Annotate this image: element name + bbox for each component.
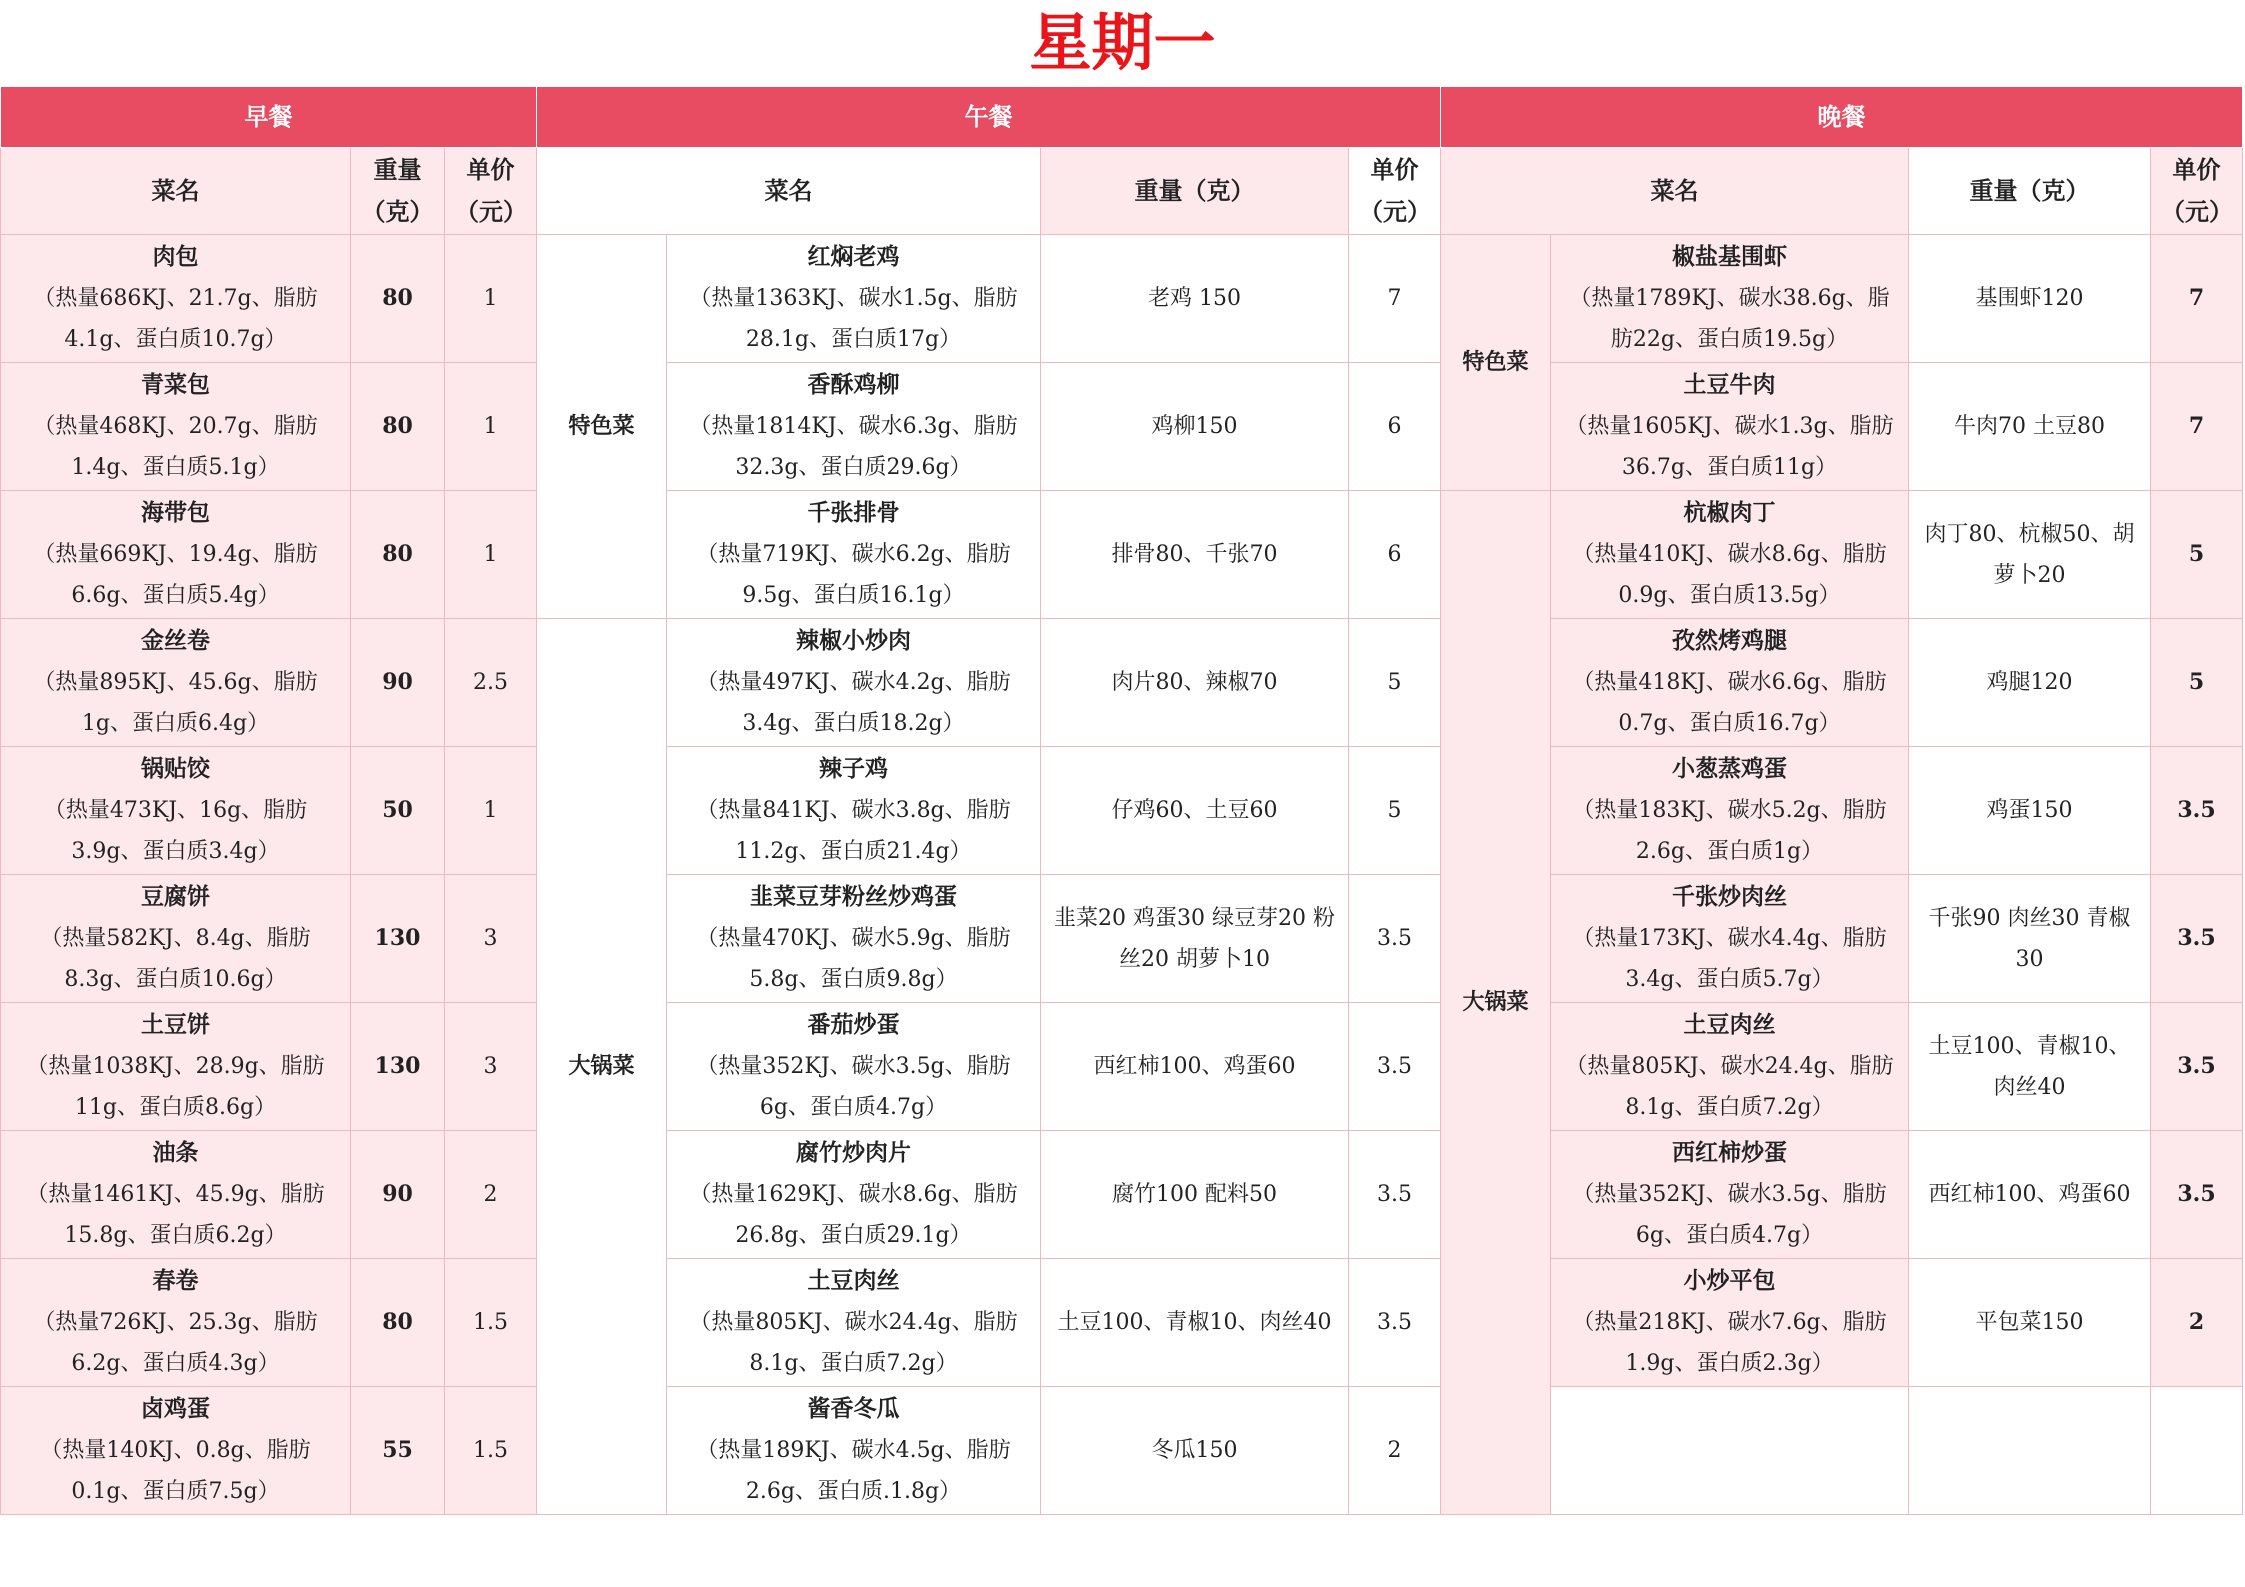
dish-cell — [1, 747, 351, 875]
dish-nutrition: （热量1038KJ、28.9g、脂肪11g、蛋白质8.6g） — [26, 1054, 325, 1120]
dish-cell — [1, 1387, 351, 1515]
dish-price: 1.5 — [445, 1259, 537, 1387]
dish-nutrition: （热量895KJ、45.6g、脂肪1g、蛋白质6.4g） — [33, 670, 318, 736]
dish-name: 土豆肉丝 — [807, 1268, 900, 1294]
menu-row — [1, 1131, 2243, 1259]
dish-nutrition: （热量719KJ、碳水6.2g、脂肪9.5g、蛋白质16.1g） — [696, 542, 1011, 608]
dish-weight: 肉片80、辣椒70 — [1041, 619, 1349, 747]
dish-weight: 西红柿100、鸡蛋60 — [1041, 1003, 1349, 1131]
dish-weight: 80 — [351, 235, 445, 363]
dish-nutrition: （热量473KJ、16g、脂肪3.9g、蛋白质3.4g） — [43, 798, 308, 864]
dish-cell — [1, 1003, 351, 1131]
dish-name: 香酥鸡柳 — [807, 372, 900, 398]
dish-price: 3.5 — [1349, 1131, 1441, 1259]
dish-weight: 鸡腿120 — [1909, 619, 2151, 747]
dish-cell — [1551, 1003, 1909, 1131]
dish-cell — [667, 491, 1041, 619]
dish-weight: 130 — [351, 1003, 445, 1131]
dish-nutrition: （热量352KJ、碳水3.5g、脂肪6g、蛋白质4.7g） — [1572, 1182, 1887, 1248]
lunch-category-special: 特色菜 — [537, 235, 667, 619]
dish-name: 土豆饼 — [141, 1012, 210, 1038]
header-dinner-weight: 重量（克） — [1909, 148, 2151, 235]
dish-weight: 130 — [351, 875, 445, 1003]
dish-cell — [1551, 491, 1909, 619]
dish-price: 3.5 — [1349, 1259, 1441, 1387]
menu-row — [1, 1387, 2243, 1515]
dish-cell — [1, 235, 351, 363]
dish-name: 韭菜豆芽粉丝炒鸡蛋 — [750, 884, 957, 910]
dish-nutrition: （热量189KJ、碳水4.5g、脂肪2.6g、蛋白质.1.8g） — [696, 1438, 1011, 1504]
dish-name: 海带包 — [141, 500, 210, 526]
dish-price: 5 — [1349, 619, 1441, 747]
dish-nutrition: （热量582KJ、8.4g、脂肪8.3g、蛋白质10.6g） — [40, 926, 311, 992]
menu-table — [0, 86, 2243, 1515]
dish-weight: 腐竹100 配料50 — [1041, 1131, 1349, 1259]
dish-name: 红焖老鸡 — [807, 244, 900, 270]
dish-nutrition: （热量1605KJ、碳水1.3g、脂肪36.7g、蛋白质11g） — [1565, 414, 1894, 480]
header-lunch-price: 单价 （元） — [1349, 148, 1441, 235]
dish-nutrition: （热量140KJ、0.8g、脂肪0.1g、蛋白质7.5g） — [40, 1438, 311, 1504]
page-title: 星期一 — [1029, 6, 1216, 79]
dish-price: 5 — [2151, 491, 2243, 619]
dish-cell — [667, 1003, 1041, 1131]
dish-nutrition: （热量686KJ、21.7g、脂肪4.1g、蛋白质10.7g） — [33, 286, 318, 352]
dish-name: 酱香冬瓜 — [807, 1396, 900, 1422]
dish-nutrition: （热量183KJ、碳水5.2g、脂肪2.6g、蛋白质1g） — [1572, 798, 1887, 864]
dish-cell — [1551, 1131, 1909, 1259]
dish-cell — [667, 235, 1041, 363]
dish-price: 2 — [2151, 1259, 2243, 1387]
dish-price: 1 — [445, 363, 537, 491]
dish-name: 椒盐基围虾 — [1672, 244, 1787, 270]
dish-name: 杭椒肉丁 — [1683, 500, 1776, 526]
header-breakfast-name: 菜名 — [1, 148, 351, 235]
dish-weight: 平包菜150 — [1909, 1259, 2151, 1387]
header-breakfast-price: 单价 （元） — [445, 148, 537, 235]
menu-row — [1, 363, 2243, 491]
dish-price: 3.5 — [2151, 747, 2243, 875]
empty-cell — [2151, 1387, 2243, 1515]
dish-name: 豆腐饼 — [141, 884, 210, 910]
dish-name: 油条 — [152, 1140, 199, 1166]
dish-name: 土豆牛肉 — [1683, 372, 1776, 398]
dish-nutrition: （热量1629KJ、碳水8.6g、脂肪26.8g、蛋白质29.1g） — [689, 1182, 1018, 1248]
dish-nutrition: （热量497KJ、碳水4.2g、脂肪3.4g、蛋白质18.2g） — [696, 670, 1011, 736]
dish-name: 锅贴饺 — [141, 756, 210, 782]
dish-cell — [1, 875, 351, 1003]
dish-cell — [1, 1131, 351, 1259]
dish-cell — [667, 1387, 1041, 1515]
dish-price: 3.5 — [1349, 1003, 1441, 1131]
dish-price: 5 — [1349, 747, 1441, 875]
dish-name: 辣子鸡 — [819, 756, 888, 782]
meal-breakfast: 早餐 — [1, 87, 537, 148]
dish-weight: 千张90 肉丝30 青椒30 — [1909, 875, 2151, 1003]
dish-price: 6 — [1349, 491, 1441, 619]
header-dinner-price: 单价 （元） — [2151, 148, 2243, 235]
dish-weight: 80 — [351, 363, 445, 491]
dish-cell — [1, 491, 351, 619]
dish-name: 腐竹炒肉片 — [796, 1140, 911, 1166]
dish-name: 小炒平包 — [1683, 1268, 1776, 1294]
dish-weight: 鸡柳150 — [1041, 363, 1349, 491]
dish-weight: 西红柿100、鸡蛋60 — [1909, 1131, 2151, 1259]
dish-nutrition: （热量410KJ、碳水8.6g、脂肪0.9g、蛋白质13.5g） — [1572, 542, 1887, 608]
dish-price: 7 — [2151, 363, 2243, 491]
dish-cell — [667, 875, 1041, 1003]
dish-name: 辣椒小炒肉 — [796, 628, 911, 654]
dish-price: 3 — [445, 875, 537, 1003]
dish-cell — [667, 747, 1041, 875]
dish-cell — [1551, 363, 1909, 491]
dish-price: 3.5 — [2151, 1003, 2243, 1131]
menu-row — [1, 235, 2243, 363]
dish-weight: 土豆100、青椒10、肉丝40 — [1041, 1259, 1349, 1387]
empty-cell — [1909, 1387, 2151, 1515]
dish-nutrition: （热量468KJ、20.7g、脂肪1.4g、蛋白质5.1g） — [33, 414, 318, 480]
dish-weight: 80 — [351, 491, 445, 619]
dish-nutrition: （热量726KJ、25.3g、脂肪6.2g、蛋白质4.3g） — [33, 1310, 318, 1376]
dish-price: 7 — [1349, 235, 1441, 363]
dish-nutrition: （热量173KJ、碳水4.4g、脂肪3.4g、蛋白质5.7g） — [1572, 926, 1887, 992]
dish-weight: 90 — [351, 619, 445, 747]
dish-name: 番茄炒蛋 — [807, 1012, 900, 1038]
dish-nutrition: （热量1461KJ、45.9g、脂肪15.8g、蛋白质6.2g） — [26, 1182, 325, 1248]
dish-weight: 90 — [351, 1131, 445, 1259]
lunch-category-bigpot: 大锅菜 — [537, 619, 667, 1515]
dish-cell — [667, 1131, 1041, 1259]
dish-price: 2 — [445, 1131, 537, 1259]
menu-row — [1, 1259, 2243, 1387]
dish-nutrition: （热量218KJ、碳水7.6g、脂肪1.9g、蛋白质2.3g） — [1572, 1310, 1887, 1376]
header-breakfast-weight: 重量 （克） — [351, 148, 445, 235]
dish-weight: 80 — [351, 1259, 445, 1387]
menu-row — [1, 747, 2243, 875]
dinner-category-bigpot: 大锅菜 — [1441, 491, 1551, 1515]
dish-cell — [667, 1259, 1041, 1387]
dish-price: 6 — [1349, 363, 1441, 491]
dish-weight: 老鸡 150 — [1041, 235, 1349, 363]
dish-price: 1.5 — [445, 1387, 537, 1515]
menu-row — [1, 1003, 2243, 1131]
dish-price: 1 — [445, 491, 537, 619]
dish-name: 卤鸡蛋 — [141, 1396, 210, 1422]
dish-price: 3.5 — [2151, 875, 2243, 1003]
dish-name: 千张炒肉丝 — [1672, 884, 1787, 910]
header-lunch-weight: 重量（克） — [1041, 148, 1349, 235]
menu-row — [1, 491, 2243, 619]
dish-name: 青菜包 — [141, 372, 210, 398]
dish-name: 孜然烤鸡腿 — [1672, 628, 1787, 654]
dish-weight: 土豆100、青椒10、肉丝40 — [1909, 1003, 2151, 1131]
dish-weight: 牛肉70 土豆80 — [1909, 363, 2151, 491]
menu-row — [1, 875, 2243, 1003]
dish-cell — [667, 619, 1041, 747]
dish-weight: 55 — [351, 1387, 445, 1515]
dish-weight: 仔鸡60、土豆60 — [1041, 747, 1349, 875]
column-header-row — [1, 148, 2243, 235]
dish-nutrition: （热量1814KJ、碳水6.3g、脂肪32.3g、蛋白质29.6g） — [689, 414, 1018, 480]
dinner-category-special: 特色菜 — [1441, 235, 1551, 491]
dish-name: 土豆肉丝 — [1683, 1012, 1776, 1038]
dish-nutrition: （热量352KJ、碳水3.5g、脂肪6g、蛋白质4.7g） — [696, 1054, 1011, 1120]
meal-lunch: 午餐 — [537, 87, 1441, 148]
dish-price: 7 — [2151, 235, 2243, 363]
dish-price: 3.5 — [2151, 1131, 2243, 1259]
dish-price: 1 — [445, 235, 537, 363]
dish-cell — [667, 363, 1041, 491]
dish-name: 金丝卷 — [141, 628, 210, 654]
dish-weight: 肉丁80、杭椒50、胡萝卜20 — [1909, 491, 2151, 619]
dish-price: 5 — [2151, 619, 2243, 747]
dish-name: 春卷 — [152, 1268, 199, 1294]
dish-cell — [1551, 875, 1909, 1003]
dish-cell — [1, 1259, 351, 1387]
meal-header-row — [1, 87, 2243, 148]
dish-name: 小葱蒸鸡蛋 — [1672, 756, 1787, 782]
dish-name: 西红柿炒蛋 — [1672, 1140, 1787, 1166]
dish-nutrition: （热量841KJ、碳水3.8g、脂肪11.2g、蛋白质21.4g） — [696, 798, 1011, 864]
dish-weight: 韭菜20 鸡蛋30 绿豆芽20 粉丝20 胡萝卜10 — [1041, 875, 1349, 1003]
dish-name: 肉包 — [152, 244, 199, 270]
dish-cell — [1551, 1259, 1909, 1387]
dish-price: 2 — [1349, 1387, 1441, 1515]
dish-weight: 基围虾120 — [1909, 235, 2151, 363]
dish-price: 2.5 — [445, 619, 537, 747]
dish-weight: 冬瓜150 — [1041, 1387, 1349, 1515]
dish-cell — [1, 363, 351, 491]
empty-cell — [1551, 1387, 1909, 1515]
dish-nutrition: （热量418KJ、碳水6.6g、脂肪0.7g、蛋白质16.7g） — [1572, 670, 1887, 736]
header-dinner-name: 菜名 — [1441, 148, 1909, 235]
dish-nutrition: （热量669KJ、19.4g、脂肪6.6g、蛋白质5.4g） — [33, 542, 318, 608]
meal-dinner: 晚餐 — [1441, 87, 2243, 148]
dish-nutrition: （热量805KJ、碳水24.4g、脂肪8.1g、蛋白质7.2g） — [689, 1310, 1018, 1376]
dish-price: 3 — [445, 1003, 537, 1131]
dish-price: 1 — [445, 747, 537, 875]
dish-nutrition: （热量1789KJ、碳水38.6g、脂肪22g、蛋白质19.5g） — [1569, 286, 1890, 352]
dish-cell — [1551, 235, 1909, 363]
dish-nutrition: （热量1363KJ、碳水1.5g、脂肪28.1g、蛋白质17g） — [689, 286, 1018, 352]
dish-name: 千张排骨 — [807, 500, 900, 526]
dish-cell — [1, 619, 351, 747]
dish-cell — [1551, 619, 1909, 747]
dish-weight: 50 — [351, 747, 445, 875]
dish-weight: 排骨80、千张70 — [1041, 491, 1349, 619]
dish-cell — [1551, 747, 1909, 875]
dish-nutrition: （热量470KJ、碳水5.9g、脂肪5.8g、蛋白质9.8g） — [696, 926, 1011, 992]
menu-row — [1, 619, 2243, 747]
dish-weight: 鸡蛋150 — [1909, 747, 2151, 875]
dish-nutrition: （热量805KJ、碳水24.4g、脂肪8.1g、蛋白质7.2g） — [1565, 1054, 1894, 1120]
header-lunch-name: 菜名 — [537, 148, 1041, 235]
dish-price: 3.5 — [1349, 875, 1441, 1003]
